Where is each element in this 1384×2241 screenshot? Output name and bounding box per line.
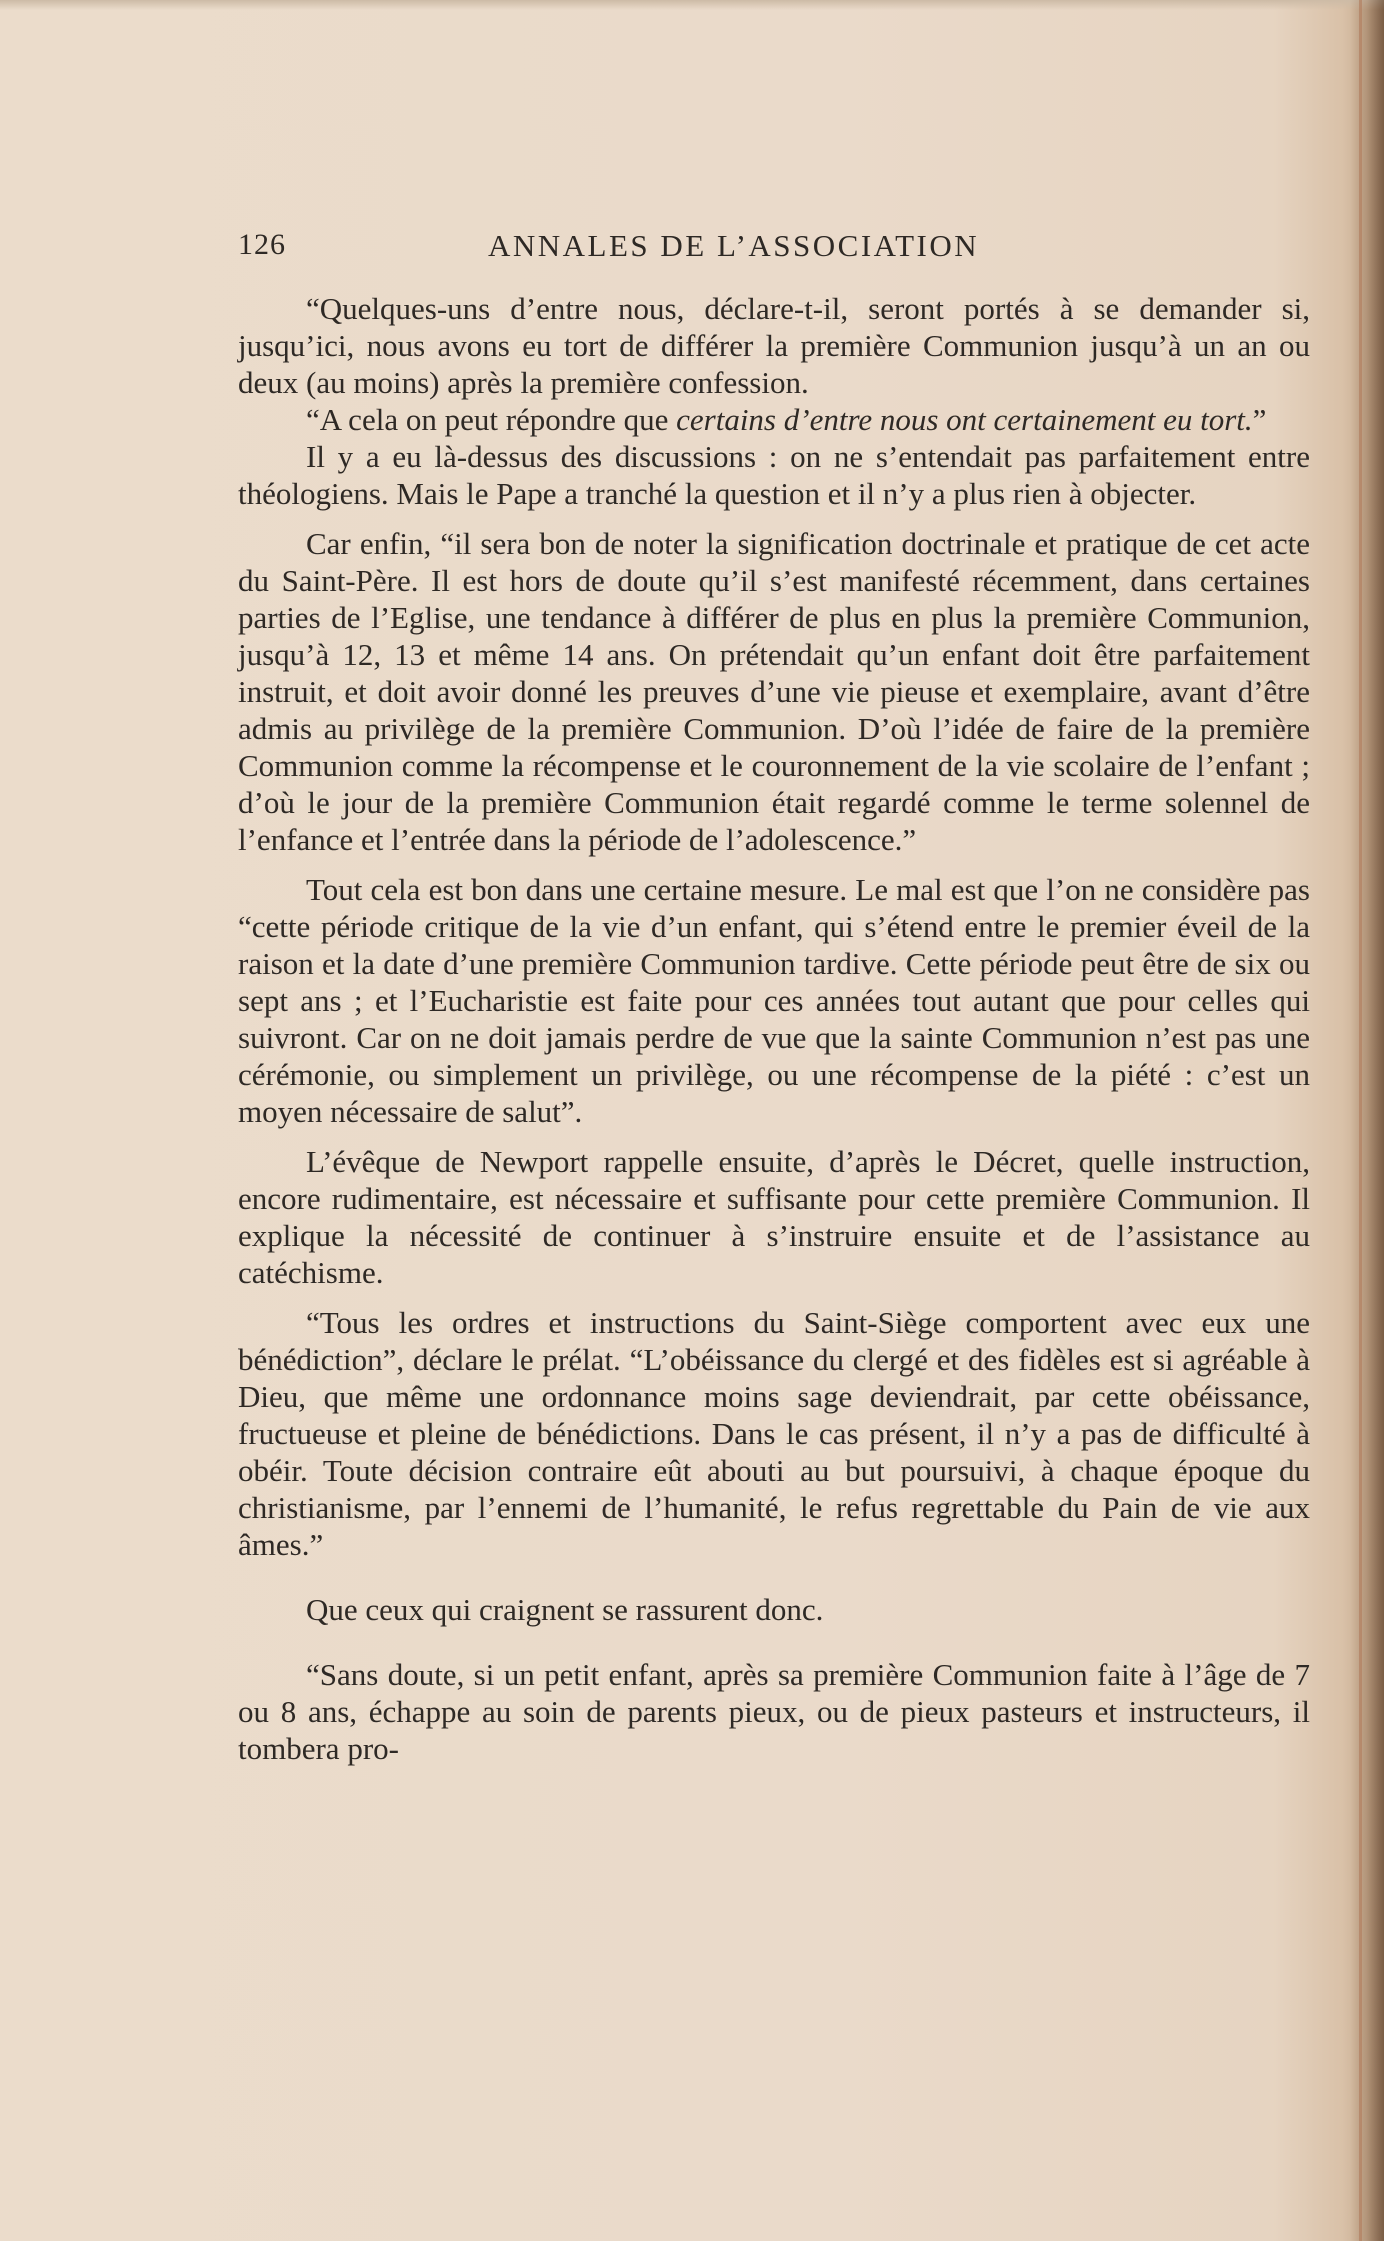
italic-text: certains d’entre nous ont certainement eu tort. xyxy=(676,402,1253,437)
paragraph: Il y a eu là-dessus des discussions : on ne s’entendait pas parfaitement entre théologiens. Mais le Pape a tranché la question et il n’y a plus rien à objecter. xyxy=(238,439,1310,511)
running-head: ANNALES DE L’ASSOCIATION xyxy=(488,228,980,263)
paragraph: “A cela on peut répondre que certains d’entre nous ont certainement eu tort.” xyxy=(306,402,1267,437)
paragraph: L’évêque de Newport rappelle ensuite, d’après le Décret, quelle instruction, encore rudimentaire, est nécessaire et suffisante pour cette première Communion. Il explique la nécessité de continuer à s’instruire ensuite et de l’assistance au catéchisme. xyxy=(238,1144,1310,1290)
paragraph: “Quelques-uns d’entre nous, déclare-t-il, seront portés à se demander si, jusqu’ici, nous avons eu tort de différer la première Communion jusqu’à un an ou deux (au moins) après la première confession. xyxy=(238,291,1310,400)
paragraph: Car enfin, “il sera bon de noter la signification doctrinale et pratique de cet acte du Saint-Père. Il est hors de doute qu’il s’est manifesté récemment, dans certaines parties de l’Eglise, une tendance à différer de plus en plus la première Communion, jusqu’à 12, 13 et même 14 ans. On prétendait qu’un enfant doit être parfaitement instruit, et doit avoir donné les preuves d’une vie pieuse et exemplaire, avant d’être admis au privilège de la première Communion. D’où l’idée de faire de la première Communion comme la récompense et le couronnement de la vie scolaire de l’enfant ; d’où le jour de la première Communion était regardé comme le terme solennel de l’enfance et l’entrée dans la période de l’adolescence.” xyxy=(238,526,1310,857)
paragraph: “Tous les ordres et instructions du Saint-Siège comportent avec eux une bénédiction”, déclare le prélat. “L’obéissance du clergé et des fidèles est si agréable à Dieu, que même une ordonnance moins sage deviendrait, par cette obéissance, fructueuse et pleine de bénédictions. Dans le cas présent, il n’y a pas de difficulté à obéir. Toute décision contraire eût abouti au but poursuivi, à chaque époque du christianisme, par l’ennemi de l’humanité, le refus regrettable du Pain de vie aux âmes.” xyxy=(238,1305,1310,1562)
paragraph: Que ceux qui craignent se rassurent donc. xyxy=(306,1592,824,1627)
body-text xyxy=(238,290,1310,1767)
page-header xyxy=(238,228,1310,268)
binding-edge xyxy=(1359,0,1362,2241)
paragraph: “Sans doute, si un petit enfant, après sa première Communion faite à l’âge de 7 ou 8 ans, échappe au soin de parents pieux, ou de pieux pasteurs et instructeurs, il tombera pro- xyxy=(238,1657,1310,1766)
page-top-edge xyxy=(0,0,1384,10)
paragraph: Tout cela est bon dans une certaine mesure. Le mal est que l’on ne considère pas “cette période critique de la vie d’un enfant, qui s’étend entre le premier éveil de la raison et la date d’une première Communion tardive. Cette période peut être de six ou sept ans ; et l’Eucharistie est faite pour ces années tout autant que pour celles qui suivront. Car on ne doit jamais perdre de vue que la sainte Communion n’est pas une cérémonie, ou simplement un privilège, ou une récompense de la piété : c’est un moyen nécessaire de salut”. xyxy=(238,872,1310,1129)
binding-shadow xyxy=(1350,0,1384,2241)
page-number: 126 xyxy=(238,228,286,261)
